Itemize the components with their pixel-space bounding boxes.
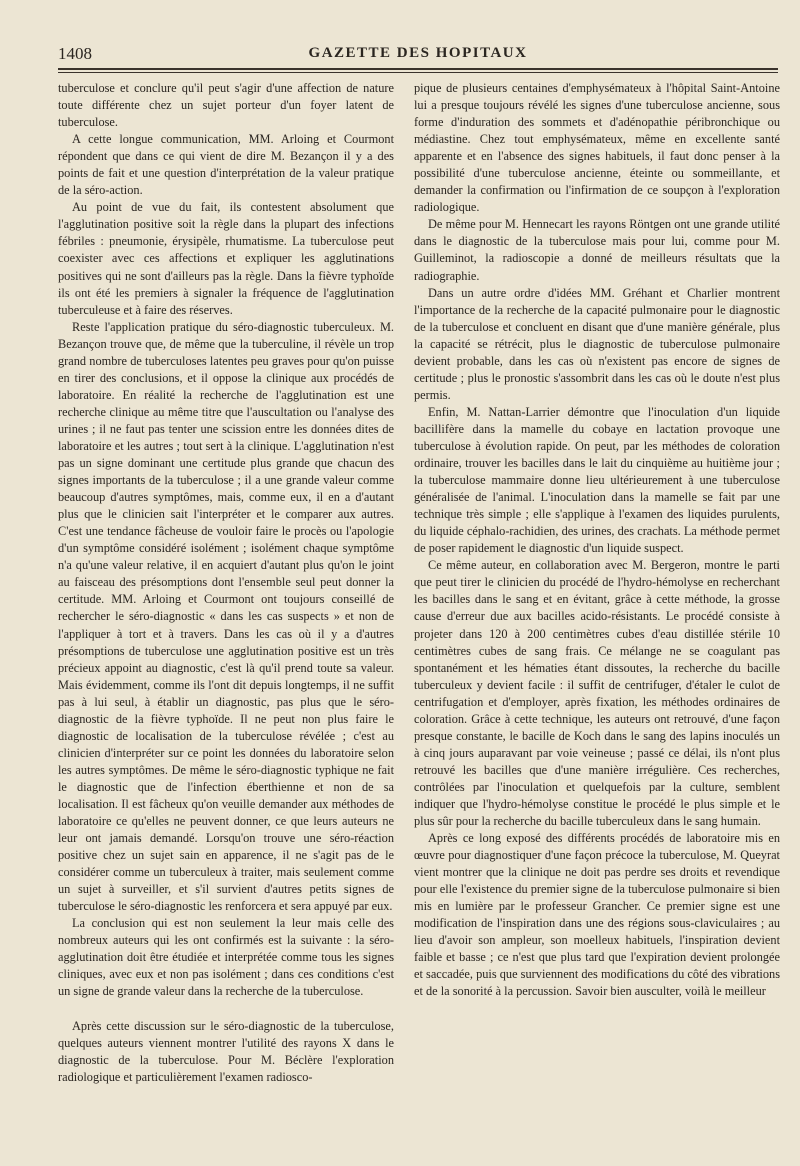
right-paragraph-4: Enfin, M. Nattan-Larrier démontre que l'inoculation d'un liquide bacillifère dans la mamelle du cobaye en lactation provoque une tuberculose à évolution rapide. On peut, par les méthodes de coloration ordinaire, trouver les bacilles dans le lait du cinquième au huitième jour ; la tuberculose mammaire donne lieu ultérieurement à une tuberculose généralisée de l'animal. L'inoculation dans la mamelle se fait par une technique très simple ; elle s'applique à l'examen des liquides purulents, du liquide céphalo-rachidien, des urines, des crachats. La méthode permet de poser rapidement le diagnostic d'un liquide suspect. [414, 404, 780, 556]
right-paragraph-6: Après ce long exposé des différents procédés de laboratoire mis en œuvre pour diagnostiquer d'une façon précoce la tuberculose, M. Queyrat vient montrer que la clinique ne doit pas perdre ses droits et revendique pour elle l'existence du premier signe de la tuberculose pulmonaire si bien mis en lumière par le professeur Grancher. Ce premier signe est une modification de l'inspiration dans une des régions sous-claviculaires ; au lieu d'avoir son ampleur, son moelleux habituels, l'inspiration devient faible et basse ; ce n'est que plus tard que l'expiration devient prolongée et saccadée, puis que surviennent des modifications du côté des vibrations et de la sonorité à la percussion. Savoir bien ausculter, voilà le meilleur [414, 831, 780, 999]
page-header [58, 36, 778, 68]
left-paragraph-6: Après cette discussion sur le séro-diagnostic de la tuberculose, quelques auteurs viennent montrer l'utilité des rayons X dans le diagnostic de la tuberculose. Pour M. Béclère l'exploration radiologique et particulièrement l'examen radiosco- [58, 1018, 394, 1084]
journal-title: GAZETTE DES HOPITAUX [308, 45, 528, 61]
left-paragraph-5: La conclusion qui est non seulement la leur mais celle des nombreux auteurs qui les ont confirmés est la suivante : la séro-agglutination doit être étudiée et interprétée comme tous les signes cliniques, avec eux et non pas isolément ; dans ces conditions c'est un signe de grande valeur dans la recherche de la tuberculose. [58, 916, 394, 999]
right-paragraph-2: De même pour M. Hennecart les rayons Röntgen ont une grande utilité dans le diagnostic de la tuberculose mais pour lui, comme pour M. Guilleminot, la radioscopie a donné de meilleurs résultats que la radiographie. [414, 217, 780, 283]
left-column [58, 80, 394, 1086]
right-paragraph-1: pique de plusieurs centaines d'emphysémateux à l'hôpital Saint-Antoine lui a presque toujours révélé les signes d'une tuberculose ancienne, sous forme d'induration des sommets et d'adénopathie péribronchique ou médiastine. Chez tout emphysémateux, même en excellente santé apparente et en l'absence des signes habituels, il faut donc penser à la possibilité d'une tuberculose ancienne, éteinte ou sommeillante, et demander la confirmation ou l'infirmation de ce soupçon à l'exploration radiologique. [414, 81, 780, 215]
left-paragraph-2: A cette longue communication, MM. Arloing et Courmont répondent que dans ce qui vient de dire M. Bezançon il y a des points de fait et une question d'interprétation de la valeur pratique de la séro-action. [58, 132, 394, 198]
header-rule [58, 68, 778, 73]
left-paragraph-1: tuberculose et conclure qu'il peut s'agir d'une affection de nature toute différente chez un sujet porteur d'un foyer latent de tuberculose. [58, 81, 394, 130]
left-paragraph-4: Reste l'application pratique du séro-diagnostic tuberculeux. M. Bezançon trouve que, de même que la tuberculine, il révèle un trop grand nombre de tuberculoses latentes peu graves pour qu'on puisse en tirer des conclusions, et il oppose la clinique aux procédés de laboratoire. En réalité la recherche de l'agglutination est une recherche clinique au même titre que l'auscultation ou l'analyse des urines ; il ne faut pas tenter une scission entre les données dites de laboratoire et les autres ; tout sert à la clinique. L'agglutination n'est pas un signe dominant une certitude plus grande que chacun des signes importants de la tuberculose ; il a une grande valeur comme beaucoup d'autres symptômes, mais, comme eux, il en a d'autant plus que le clinicien sait l'interpréter et le comparer aux autres. C'est une tendance fâcheuse de vouloir faire le procès ou l'apologie d'un symptôme considéré isolément ; isolément chaque symptôme n'a qu'une valeur relative, il en acquiert d'autant plus qu'on le joint au faisceau des présomptions dont l'ensemble seul peut donner la certitude. MM. Arloing et Courmont ont toujours conseillé de rechercher le séro-diagnostic « dans les cas suspects » et non de l'appliquer à tort et à travers. Dans les cas où il y a d'autres présomptions de tuberculose une agglutination positive est un très précieux appoint au diagnostic, c'est là qu'il prend toute sa valeur. Mais évidemment, comme ils l'ont dit depuis longtemps, il ne suffit pas à lui seul, à établir un diagnostic, pas plus que le séro-diagnostic de la fièvre typhoïde. Il ne peut non plus faire le diagnostic de localisation de la tuberculose révélée ; c'est au clinicien d'interpréter sur ce point les données du laboratoire selon les autres symptômes. De même le séro-diagnostic typhique ne fait le diagnostic que de l'infection éberthienne et non de sa localisation. Il est fâcheux qu'on veuille demander aux méthodes de laboratoire ce qu'elles ne peuvent donner, ce que leurs auteurs ne leur ont jamais demandé. Lorsqu'on trouve une séro-réaction positive chez un sujet sain en apparence, il ne s'agit pas de le considérer comme un tuberculeux à traiter, mais seulement comme un sujet à surveiller, et s'il survient d'autres petits signes de tuberculose le séro-diagnostic les renforcera et sera appuyé par eux. [58, 319, 394, 914]
right-column [414, 80, 780, 1001]
right-paragraph-3: Dans un autre ordre d'idées MM. Gréhant et Charlier montrent l'importance de la recherche de la capacité pulmonaire pour le diagnostic de la tuberculose et concluent en disant que d'une manière générale, plus la capacité se rétrécit, plus le diagnostic de tuberculose pulmonaire devient probable, dans les cas où n'existent pas encore de signes de certitude ; plus le pronostic s'assombrit dans les cas où le doute n'est plus permis. [414, 285, 780, 402]
page-number: 1408 [58, 44, 92, 63]
left-paragraph-3: Au point de vue du fait, ils contestent absolument que l'agglutination positive soit la règle dans la plupart des infections fébriles : pneumonie, érysipèle, rhumatisme. La tuberculose peut coexister avec ces affections et expliquer les agglutinations positives qui ne sont d'ailleurs pas la règle. Dans la fièvre typhoïde ils ont été les premiers à signaler la fréquence de l'agglutination tuberculeuse et à faire des réserves. [58, 200, 394, 317]
right-paragraph-5: Ce même auteur, en collaboration avec M. Bergeron, montre le parti que peut tirer le clinicien du procédé de l'hydro-hémolyse en recherchant les bacilles dans le sang et en évitant, grâce à cette méthode, la grosse cause d'erreur due aux bacilles acido-résistants. Le procédé consiste à projeter dans 120 à 200 centimètres cubes d'eau distillée stérile 10 centimètres cubes de sang frais. Ce mélange ne se coagulant pas spontanément et les hématies étant dissoutes, la recherche du bacille tuberculeux y devient facile : il suffit de centrifuger, d'étaler le culot de centrifugation et d'employer, après fixation, les méthodes ordinaires de coloration. Grâce à cette technique, les auteurs ont retrouvé, d'une façon presque constante, le bacille de Koch dans le sang des lapins inoculés un à cinq jours auparavant par voie veineuse ; passé ce délai, ils n'ont plus retrouvé les bacilles que d'une manière irrégulière. Ces recherches, contrôlées par l'inoculation et quelquefois par la culture, semblent indiquer que l'hydro-hémolyse constitue le procédé le plus simple et le plus sûr pour la recherche du bacille tuberculeux dans le sang humain. [414, 558, 780, 829]
